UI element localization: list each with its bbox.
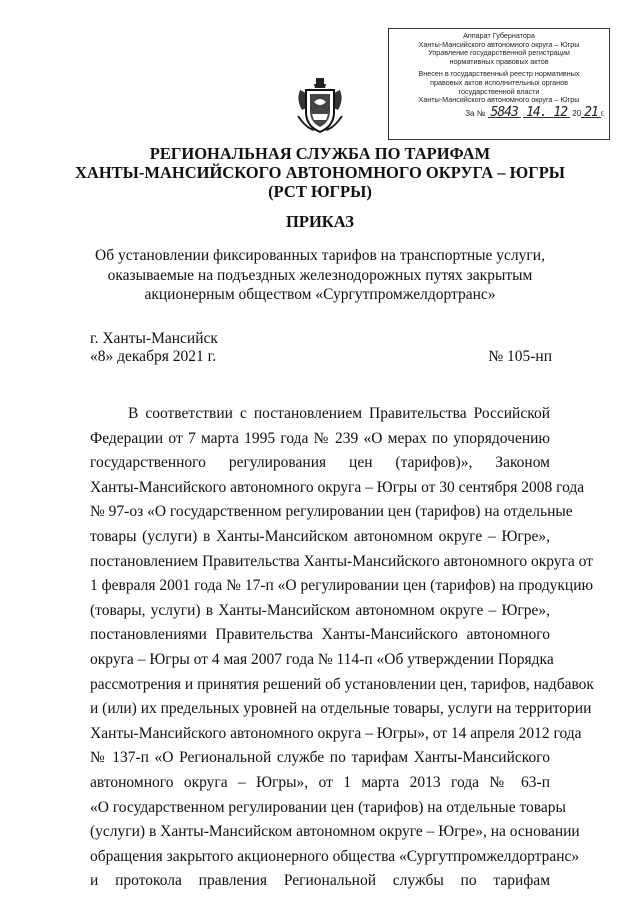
stamp-year-prefix: 20: [572, 108, 582, 118]
body-line: и (или) их предельных уровней на отдельные товары, услуги на территории: [90, 700, 592, 718]
stamp-line: нормативных правовых актов: [449, 56, 549, 66]
issue-date: «8» декабря 2021 г.: [90, 348, 217, 365]
stamp-line: Внесен в государственный реестр нормативных: [418, 69, 580, 79]
body-line: рассмотрения и принятия решений об установлении цен, тарифов, надбавок: [90, 675, 594, 693]
body-line: и протокола правления Региональной службы по тарифам: [90, 872, 550, 890]
body-line: обращения закрытого акционерного общества «Сургутпромжелдортранс»: [90, 847, 580, 865]
body-line: «О государственном регулировании цен (тарифов) на отдельные товары: [90, 798, 566, 816]
registration-stamp: [388, 28, 610, 140]
subject-line: оказываемые на подъездных железнодорожных путях закрытым: [107, 266, 533, 284]
body-line: Федерации от 7 марта 1995 года № 239 «О мерах по упорядочению: [90, 429, 550, 447]
stamp-reg-suffix: г.: [600, 108, 605, 118]
document-number: № 105-нп: [488, 348, 552, 365]
stamp-registration-row: [393, 104, 605, 120]
coat-of-arms-icon: [292, 76, 348, 136]
body-line: В соответствии с постановлением Правительства Российской: [128, 405, 550, 422]
place-of-issue: г. Ханты-Мансийск: [90, 330, 218, 347]
body-line: (товары, услуги) в Ханты-Мансийском автономном округе – Югре»,: [90, 601, 550, 619]
agency-abbreviation: (РСТ ЮГРЫ): [268, 182, 372, 201]
stamp-line: Ханты-Мансийского автономного округа – Югры: [418, 39, 580, 49]
stamp-reg-prefix: За №: [465, 108, 486, 118]
body-line: постановлениями Правительства Ханты-Мансийского автономного: [90, 626, 550, 644]
body-line: постановлением Правительства Ханты-Мансийского автономного округа от: [90, 552, 593, 570]
agency-title-line-1: РЕГИОНАЛЬНАЯ СЛУЖБА ПО ТАРИФАМ: [149, 144, 491, 163]
document-body: [90, 402, 594, 894]
stamp-line: Ханты-Мансийского автономного округа – Югры: [418, 95, 580, 105]
body-line: (услуги) в Ханты-Мансийском автономном округе – Югре», на основании: [90, 823, 580, 841]
stamp-line: Аппарат Губернатора: [463, 31, 535, 40]
body-line: государственного регулирования цен (тарифов)», Законом: [90, 454, 550, 472]
body-line: 1 февраля 2001 года № 17-п «О регулировании цен (тарифов) на продукцию: [90, 577, 594, 595]
stamp-line: государственной власти: [458, 86, 540, 96]
body-line: округа – Югры от 4 мая 2007 года № 114-п «Об утверждении Порядка: [90, 650, 554, 668]
agency-title-line-2: ХАНТЫ-МАНСИЙСКОГО АВТОНОМНОГО ОКРУГА – ЮГРЫ: [75, 163, 565, 182]
stamp-reg-date: 14. 12: [523, 109, 570, 119]
stamp-reg-number: 5843: [488, 109, 521, 119]
document-subject: [90, 246, 550, 305]
body-line: № 137-п «О Региональной службе по тарифам Ханты-Мансийского: [90, 749, 550, 767]
body-line: № 97-оз «О государственном регулировании цен (тарифов) на отдельные: [90, 503, 573, 521]
body-line: Ханты-Мансийского автономного округа – Югры», от 14 апреля 2012 года: [90, 724, 582, 742]
stamp-line: Управление государственной регистрации: [428, 48, 570, 58]
subject-line: акционерным обществом «Сургутпромжелдортранс»: [144, 286, 496, 303]
body-line: Ханты-Мансийского автономного округа – Югры от 30 сентября 2008 года: [90, 478, 585, 496]
stamp-line: правовых актов исполнительных органов: [430, 77, 568, 87]
subject-line: Об установлении фиксированных тарифов на транспортные услуги,: [95, 247, 545, 264]
body-line: товары (услуги) в Ханты-Мансийском автономном округе – Югре»,: [90, 527, 550, 545]
document-type: ПРИКАЗ: [286, 212, 354, 231]
body-line: автономного округа – Югры», от 1 марта 2013 года № 63-п: [90, 773, 550, 791]
stamp-reg-year: 21: [581, 109, 601, 119]
